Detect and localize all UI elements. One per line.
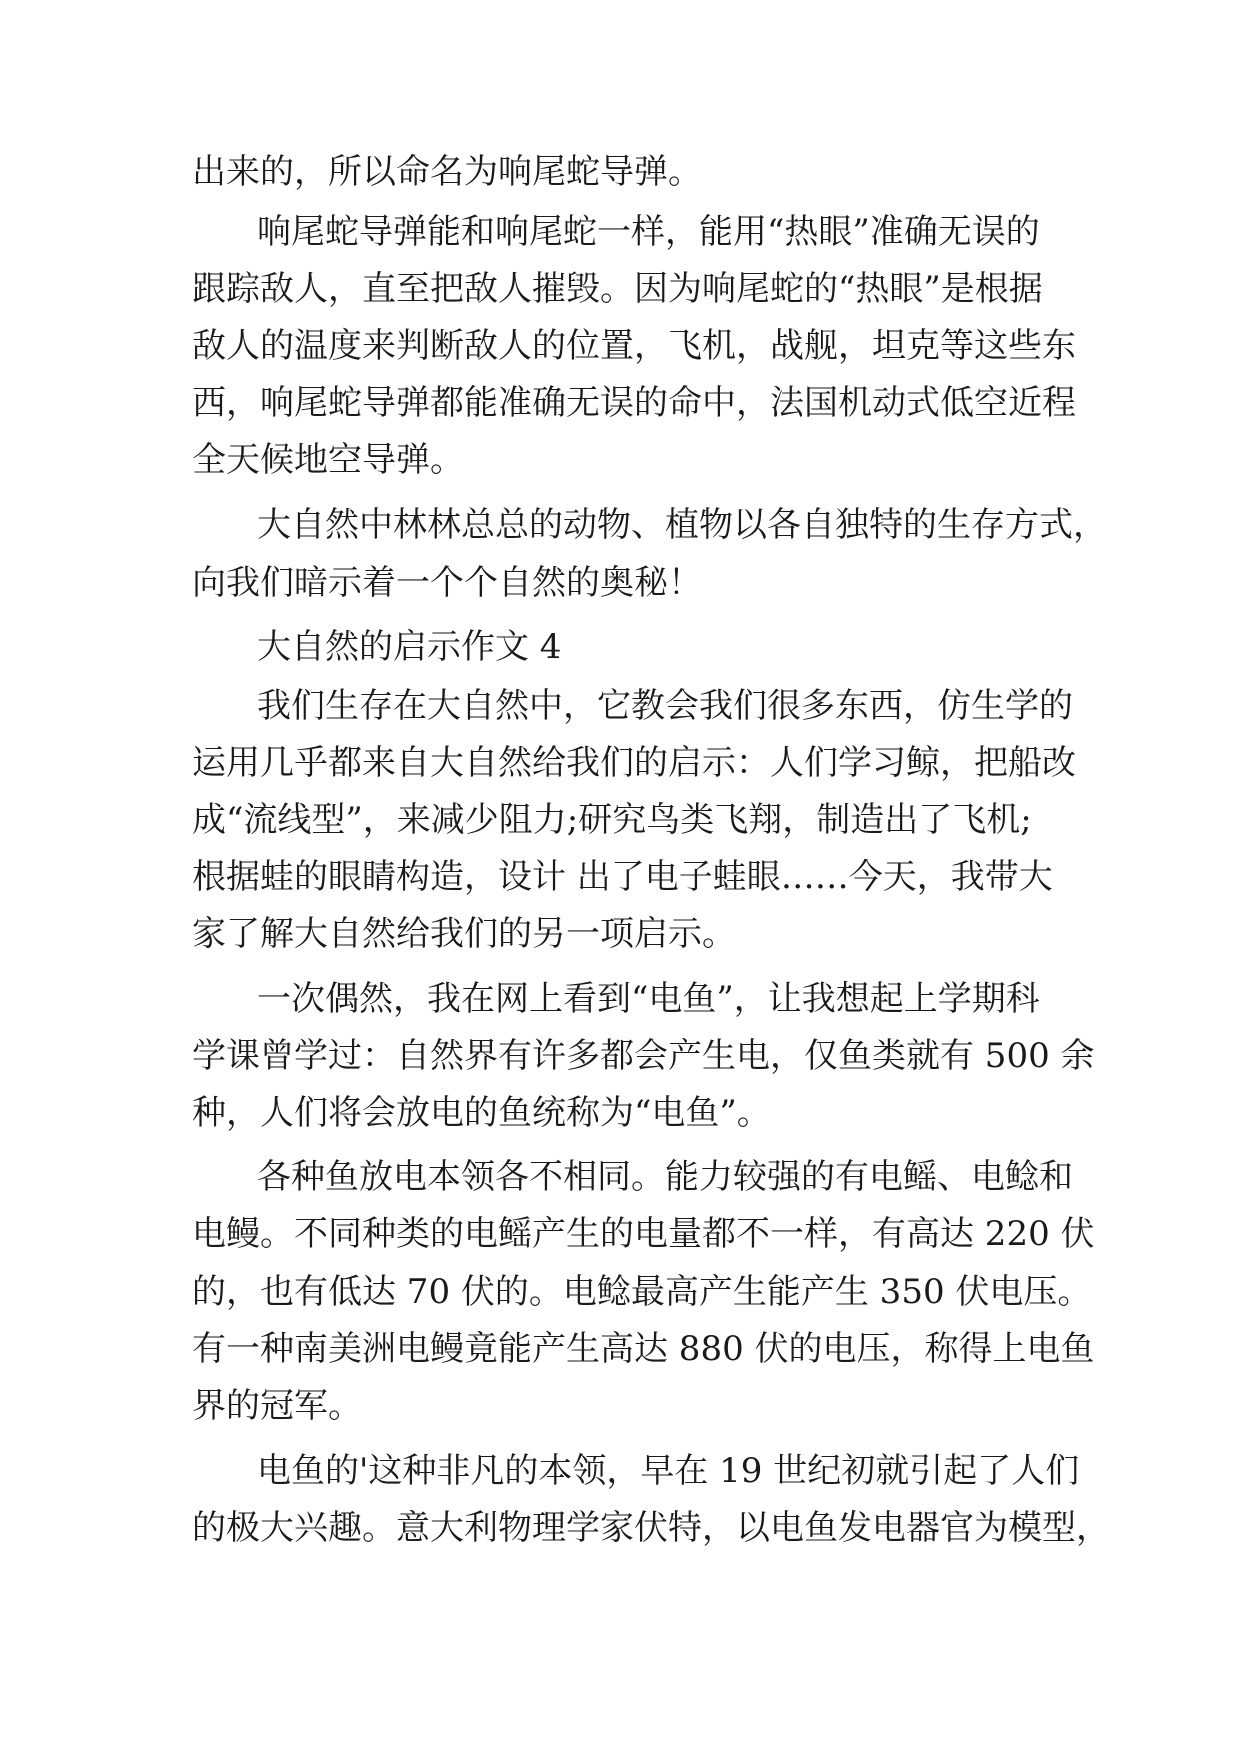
text-line: 响尾蛇导弹能和响尾蛇一样，能用“热眼”准确无误的	[257, 212, 1040, 252]
text-line: 根据蛙的眼睛构造，设计 出了电子蛙眼……今天，我带大	[192, 857, 1053, 897]
text-line: 的极大兴趣。意大利物理学家伏特，以电鱼发电器官为模型，	[192, 1508, 1110, 1548]
section-heading: 大自然的启示作文 4	[257, 627, 562, 667]
text-line: 家了解大自然给我们的另一项启示。	[192, 914, 736, 954]
text-line: 大自然中林林总总的动物、植物以各自独特的生存方式，	[257, 505, 1107, 545]
text-line: 我们生存在大自然中，它教会我们很多东西，仿生学的	[257, 686, 1073, 726]
text-line: 电鳗。不同种类的电鳐产生的电量都不一样，有高达 220 伏	[192, 1214, 1095, 1254]
text-line: 有一种南美洲电鳗竟能产生高达 880 伏的电压，称得上电鱼	[192, 1329, 1095, 1369]
text-line: 各种鱼放电本领各不相同。能力较强的有电鳐、电鲶和	[257, 1157, 1073, 1197]
text-line: 成“流线型”，来减少阻力;研究鸟类飞翔，制造出了飞机;	[192, 800, 1032, 840]
text-line: 敌人的温度来判断敌人的位置，飞机，战舰，坦克等这些东	[192, 326, 1076, 366]
text-line: 的，也有低达 70 伏的。电鲶最高产生能产生 350 伏电压。	[192, 1272, 1092, 1312]
text-line: 界的冠军。	[192, 1386, 362, 1426]
text-line: 电鱼的'这种非凡的本领，早在 19 世纪初就引起了人们	[257, 1451, 1080, 1491]
text-line: 学课曾学过：自然界有许多都会产生电，仅鱼类就有 500 余	[192, 1036, 1095, 1076]
text-line: 运用几乎都来自大自然给我们的启示：人们学习鲸，把船改	[192, 743, 1076, 783]
text-line: 出来的，所以命名为响尾蛇导弹。	[192, 152, 702, 192]
text-line: 西，响尾蛇导弹都能准确无误的命中，法国机动式低空近程	[192, 383, 1076, 423]
text-line: 种，人们将会放电的鱼统称为“电鱼”。	[192, 1093, 771, 1133]
text-line: 跟踪敌人，直至把敌人摧毁。因为响尾蛇的“热眼”是根据	[192, 269, 1043, 309]
text-line: 向我们暗示着一个个自然的奥秘！	[192, 563, 702, 603]
text-line: 全天候地空导弹。	[192, 440, 464, 480]
text-line: 一次偶然，我在网上看到“电鱼”，让我想起上学期科	[257, 979, 1040, 1019]
